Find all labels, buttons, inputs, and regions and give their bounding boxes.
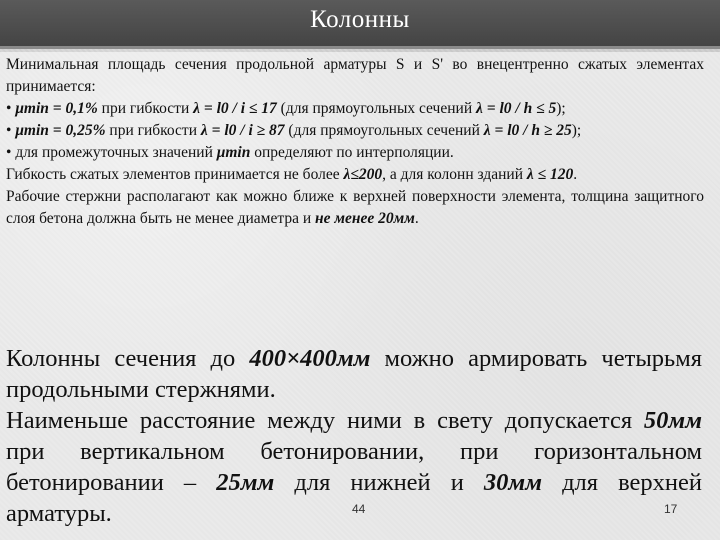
intro-paragraph — [6, 54, 704, 98]
bullet-condition: λ = l0 / h ≥ 25 — [483, 122, 572, 139]
requirements-block — [6, 54, 704, 230]
rebar-text: . — [414, 210, 419, 227]
spacing-value: 30мм — [483, 469, 542, 496]
bullet-marker: • — [6, 100, 12, 117]
bullet-condition: λ = l0 / i ≤ 17 — [193, 100, 277, 117]
flexibility-paragraph — [6, 164, 704, 186]
bullet-item — [6, 142, 704, 164]
page-number-right: 17 — [664, 502, 678, 516]
bullet-text: (для прямоугольных сечений — [284, 122, 484, 139]
bullet-condition: λ = l0 / h ≤ 5 — [476, 100, 557, 117]
bullet-marker: • — [6, 122, 12, 139]
bullet-text: при гибкости — [97, 100, 194, 117]
bullet-formula: μmin — [216, 144, 251, 161]
page-number-left: 44 — [352, 502, 366, 516]
column-section-paragraph — [6, 343, 702, 405]
rebar-paragraph — [6, 186, 704, 230]
rebar-emphasis: не менее 20мм — [315, 210, 415, 227]
bullet-text: определяют по интерполяции. — [250, 144, 454, 161]
spacing-value: 25мм — [216, 469, 275, 496]
bullet-text: при гибкости — [105, 122, 201, 139]
bullet-text: (для прямоугольных сечений — [276, 100, 476, 117]
spacing-text: для нижней и — [274, 469, 484, 496]
spacing-text: при вертикальном бетонировании, при горизонтальном бетонировании – — [6, 438, 702, 496]
slide-title: Колонны — [310, 6, 410, 33]
spacing-text: для верхней арматуры. — [6, 469, 703, 527]
flexibility-limit-columns: λ ≤ 120 — [526, 166, 574, 183]
bullet-condition: λ = l0 / i ≥ 87 — [200, 122, 285, 139]
bullet-item — [6, 98, 704, 120]
flexibility-limit: λ≤200 — [343, 166, 383, 183]
intro-text: Минимальная площадь сечения продольной арматуры S и S' во внецентренно сжатых элементах принимается: — [6, 56, 704, 95]
rebar-text: Рабочие стержни располагают как можно ближе к верхней поверхности элемента, толщина защитного слоя бетона должна быть не менее диаметра и — [6, 188, 704, 227]
flexibility-text: , а для колонн зданий — [382, 166, 527, 183]
flexibility-text: Гибкость сжатых элементов принимается не более — [6, 166, 344, 183]
column-size: 400×400мм — [249, 345, 371, 372]
bullet-marker: • — [6, 144, 12, 161]
bullet-formula: μmin = 0,1% — [15, 100, 98, 117]
title-bar — [0, 0, 720, 49]
column-text: можно армировать четырьмя продольными стержнями. — [6, 345, 702, 403]
flexibility-text: . — [573, 166, 578, 183]
bullet-text: ); — [556, 100, 566, 117]
bullet-text: для промежуточных значений — [15, 144, 217, 161]
column-text: Колонны сечения до — [6, 345, 250, 372]
spacing-value: 50мм — [643, 407, 702, 434]
spacing-text: Наименьше расстояние между ними в свету допускается — [6, 407, 644, 434]
bullet-text: ); — [571, 122, 582, 139]
bullet-item — [6, 120, 704, 142]
bullet-formula: μmin = 0,25% — [15, 122, 106, 139]
